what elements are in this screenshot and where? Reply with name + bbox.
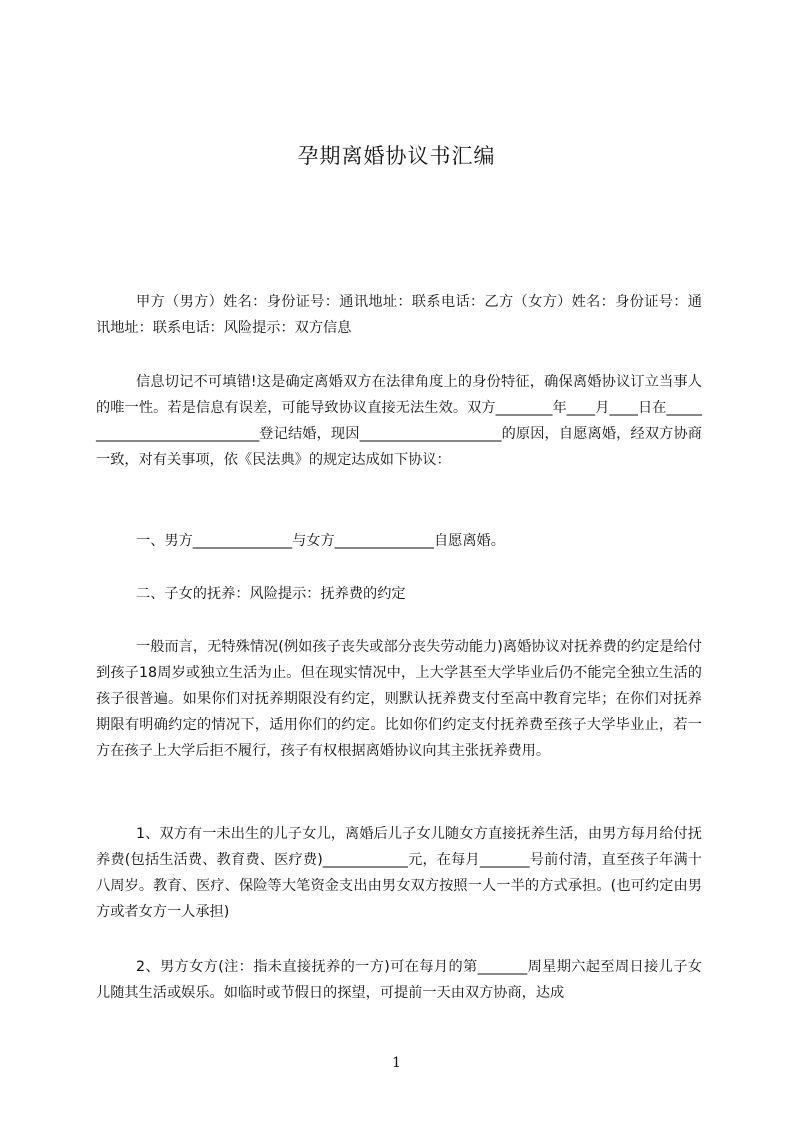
clause-1-divorce: 一、男方______________与女方______________自愿离婚。 (136, 533, 505, 549)
marriage-info-paragraph: 信息切记不可填错!这是确定离婚双方在法律角度上的身份特征，确保离婚协议订立当事人的唯一性。若是信息有误差，可能导致协议直接无法生效。双方________年____月____日在____________________________登记结婚，现因____________________的原因，自愿离婚，经双方协商一致，对有关事项，依《民法典》的规定达成如下协议： (96, 374, 702, 468)
visitation-paragraph: 2、男方女方(注：指未直接抚养的一方)可在每月的第_______周星期六起至周日接儿子女儿随其生活或娱乐。如临时或节假日的探望，可提前一天由双方协商，达成 (96, 959, 702, 1001)
page-number: 1 (392, 1055, 401, 1071)
document-title: 孕期离婚协议书汇编 (297, 144, 496, 168)
child-support-paragraph: 1、双方有一未出生的儿子女儿，离婚后儿子女儿随女方直接抚养生活，由男方每月给付抚养费(包括生活费、教育费、医疗费)____________元，在每月_______号前付清，直至孩子年满十八周岁。教育、医疗、保险等大笔资金支出由男女双方按照一人一半的方式承担。(也可约定由男方或者女方一人承担) (96, 826, 702, 920)
clause-2-heading: 二、子女的抚养：风险提示：抚养费的约定 (136, 586, 406, 602)
risk-note-paragraph: 一般而言，无特殊情况(例如孩子丧失或部分丧失劳动能力)离婚协议对抚养费的约定是给付到孩子18周岁或独立生活为止。但在现实情况中，上大学甚至大学毕业后仍不能完全独立生活的孩子很普遍。如果你们对抚养期限没有约定，则默认抚养费支付至高中教育完毕；在你们对抚养期限有明确约定的情况下，适用你们的约定。比如你们约定支付抚养费至孩子大学毕业止，若一方在孩子上大学后拒不履行，孩子有权根据离婚协议向其主张抚养费用。 (96, 639, 702, 759)
party-info-paragraph: 甲方（男方）姓名：身份证号：通讯地址：联系电话：乙方（女方）姓名：身份证号：通讯地址：联系电话：风险提示：双方信息 (96, 294, 702, 336)
